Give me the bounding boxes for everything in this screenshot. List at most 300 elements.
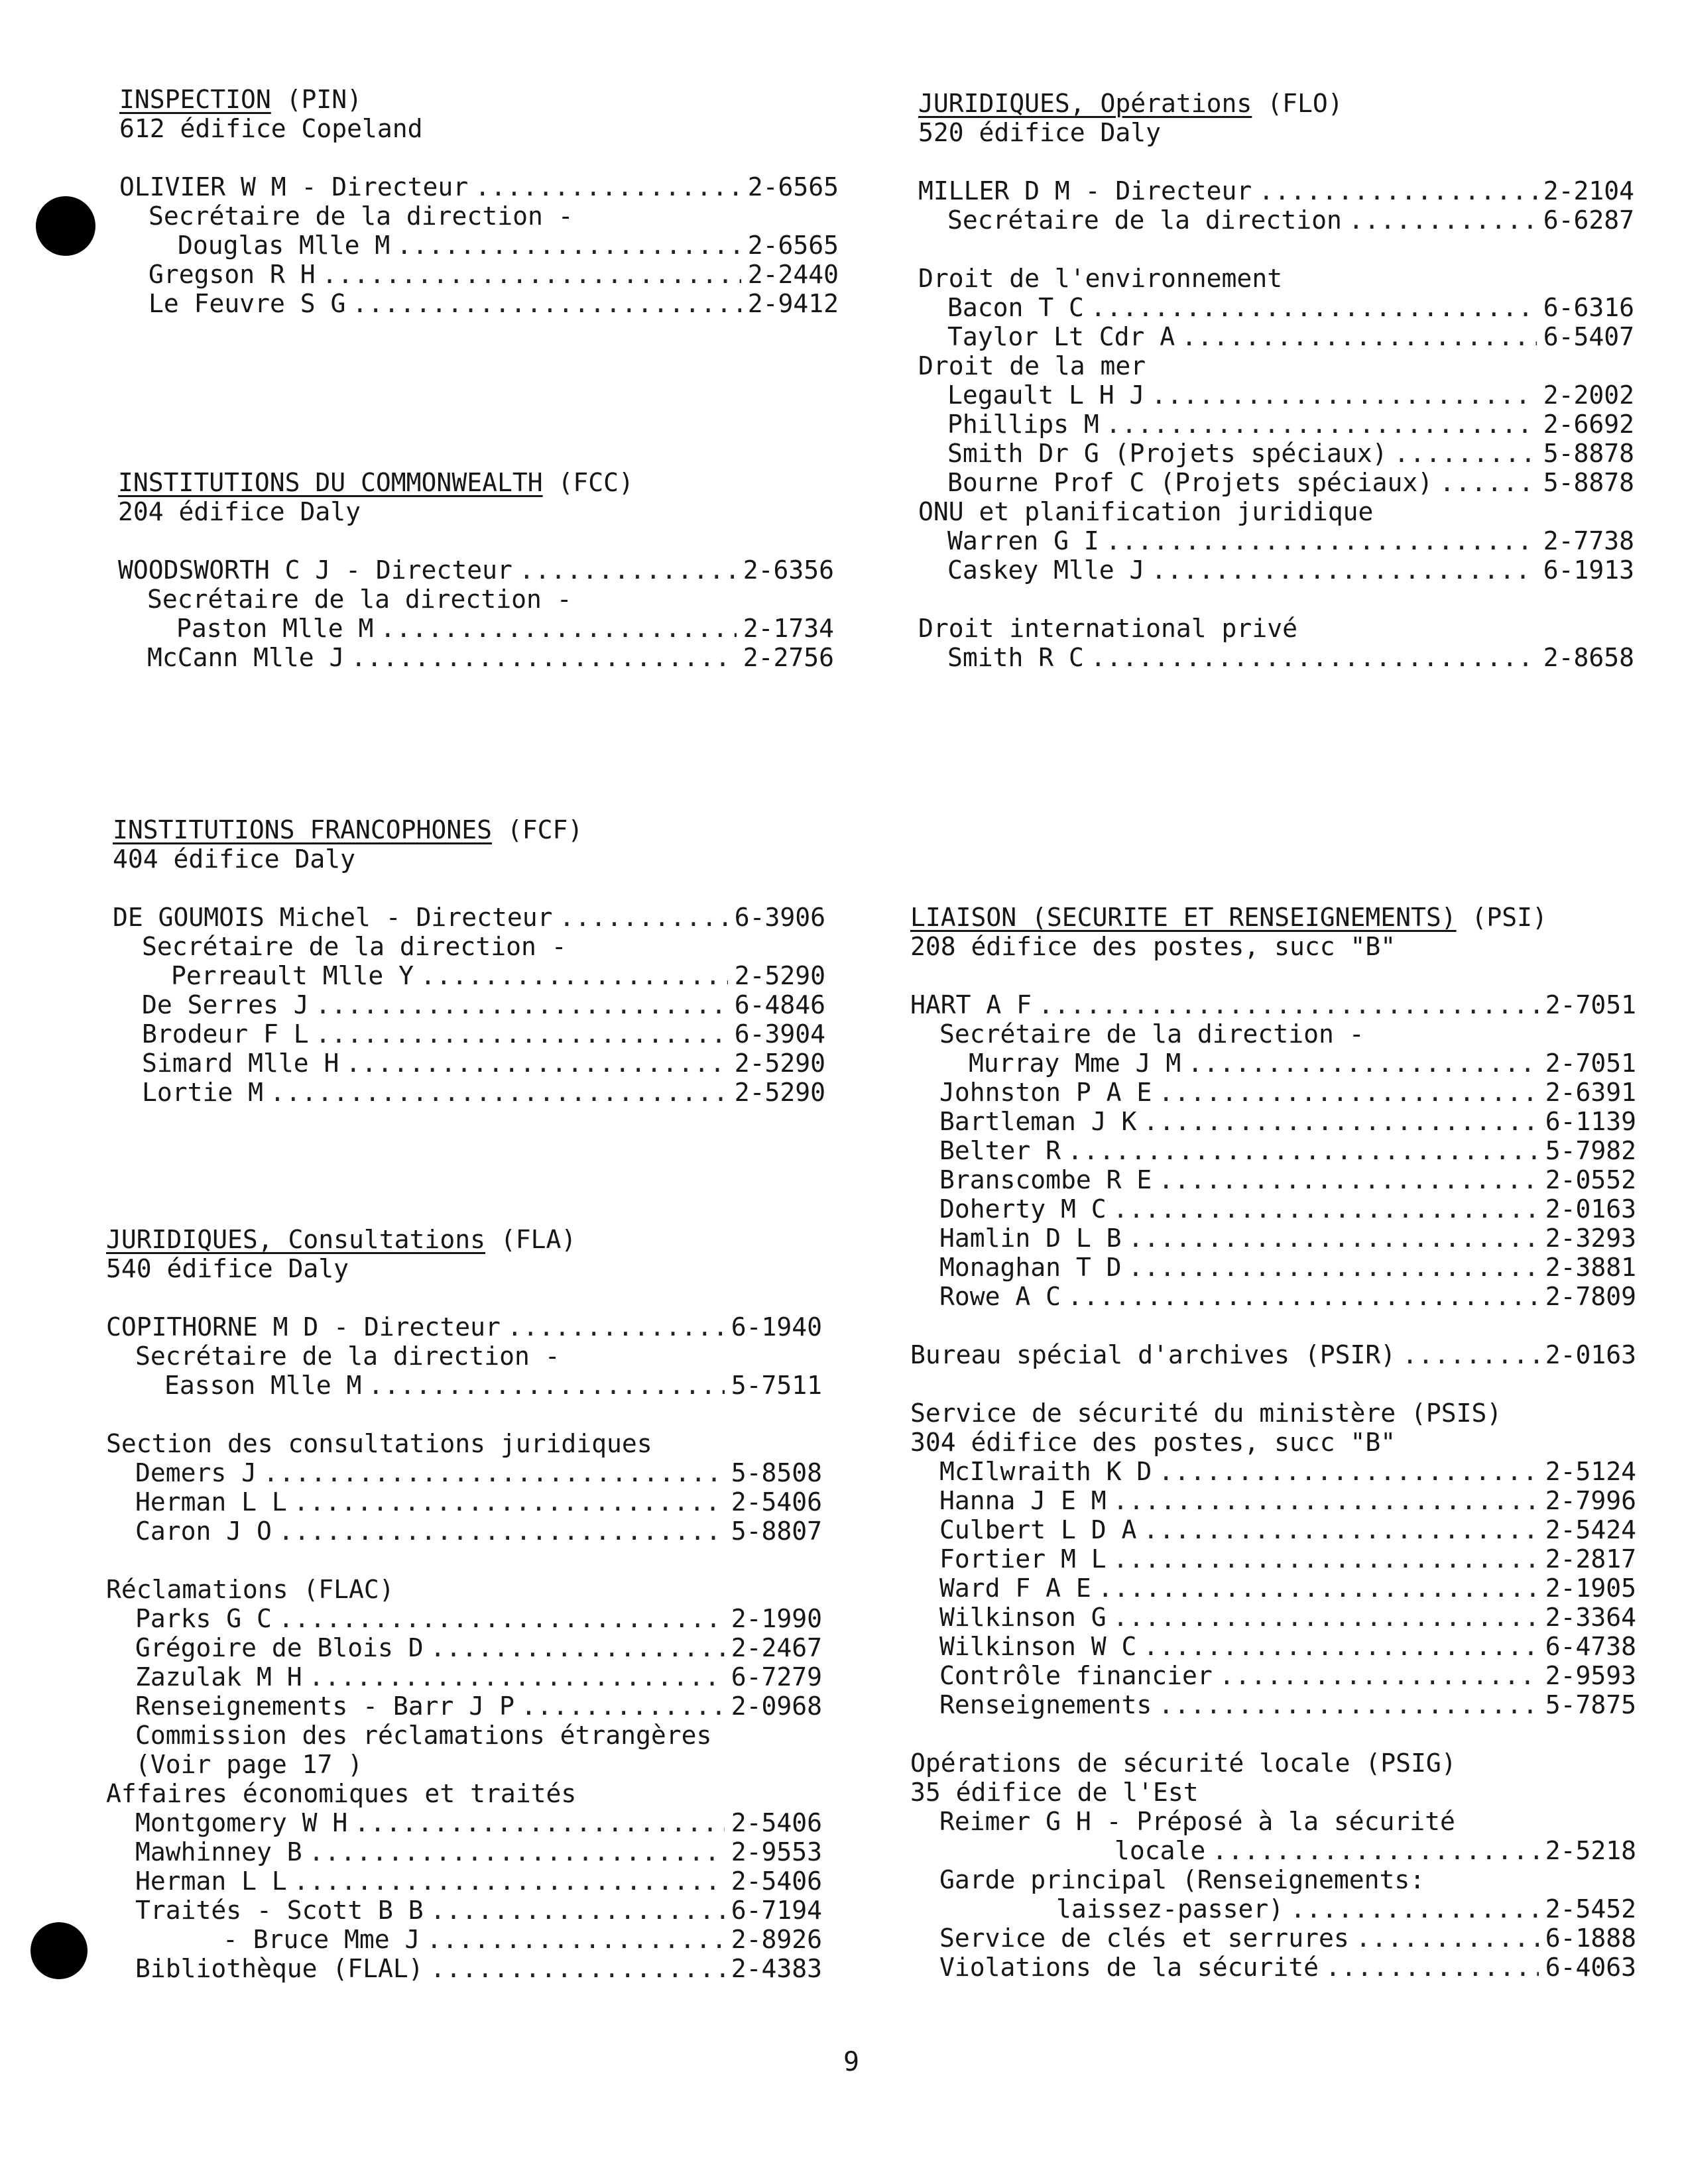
section-title: INSPECTION [119, 85, 271, 114]
punch-hole-mark [36, 196, 95, 256]
spacer [106, 1546, 822, 1575]
directory-entry [910, 1340, 1636, 1369]
directory-entry [910, 1165, 1636, 1194]
directory-entry [918, 643, 1634, 672]
entry-phone: 2-2002 [1543, 380, 1634, 410]
entry-phone: 2-6692 [1543, 410, 1634, 439]
section-fcf [113, 815, 825, 1107]
entry-name: - Bruce Mme J [223, 1925, 420, 1954]
entry-phone: 2-2467 [731, 1633, 822, 1662]
entry-phone: 2-5452 [1545, 1894, 1636, 1924]
dot-leader [1439, 468, 1537, 497]
directory-entry [106, 1662, 822, 1692]
dot-leader [430, 1954, 725, 1983]
dot-leader [1143, 1632, 1538, 1661]
directory-entry [118, 555, 834, 585]
dot-leader [278, 1517, 725, 1546]
entry-name: Caron J O [135, 1517, 272, 1546]
subheading-text: Affaires économiques et traités [106, 1779, 577, 1808]
subheading-text: (Voir page 17 ) [135, 1750, 363, 1779]
subheading-text: Secrétaire de la direction - [142, 932, 567, 961]
dot-leader [1258, 176, 1536, 205]
entry-name: Legault L H J [947, 380, 1145, 410]
dot-leader [263, 1458, 725, 1487]
dot-leader [1402, 1340, 1539, 1369]
dot-leader [1143, 1515, 1538, 1544]
entry-phone: 2-5290 [734, 1078, 825, 1107]
entry-phone: 2-9593 [1545, 1661, 1636, 1690]
directory-entry [910, 1661, 1636, 1690]
entry-name: Doherty M C [939, 1194, 1107, 1224]
directory-entry [119, 231, 839, 260]
entry-name: Mawhinney B [135, 1837, 302, 1867]
entry-phone: 6-6287 [1543, 205, 1634, 235]
entry-phone: 6-6316 [1543, 293, 1634, 322]
entry-name: Grégoire de Blois D [135, 1633, 424, 1662]
directory-entry [918, 410, 1634, 439]
entry-name: Renseignements - Barr J P [135, 1692, 514, 1721]
directory-entry [119, 172, 839, 201]
dot-leader [475, 172, 741, 201]
dot-leader [322, 260, 741, 289]
dot-leader [1038, 990, 1539, 1019]
entry-phone: 2-7996 [1545, 1486, 1636, 1515]
spacer [910, 1311, 1636, 1340]
dot-leader [309, 1837, 725, 1867]
dot-leader [420, 961, 728, 990]
entry-phone: 2-5124 [1545, 1457, 1636, 1486]
section-code: (PSI) [1471, 903, 1547, 932]
entry-phone: 2-2440 [747, 260, 839, 289]
entry-phone: 2-0968 [731, 1692, 822, 1721]
entry-name: Gregson R H [149, 260, 316, 289]
directory-entry [918, 293, 1634, 322]
directory-entry [106, 1458, 822, 1487]
entry-name: Secrétaire de la direction [947, 205, 1342, 235]
spacer [918, 585, 1634, 614]
dot-leader [396, 231, 741, 260]
entry-name: DE GOUMOIS Michel - Directeur [113, 903, 553, 932]
dot-leader [316, 1019, 728, 1049]
directory-entry [113, 1078, 825, 1107]
entry-phone: 2-6356 [743, 555, 834, 585]
directory-entry [106, 1925, 822, 1954]
section-title: JURIDIQUES, Opérations [918, 89, 1252, 118]
entry-phone: 6-4063 [1545, 1953, 1636, 1982]
directory-entry [910, 1515, 1636, 1544]
dot-leader [1113, 1194, 1539, 1224]
directory-entry [910, 1107, 1636, 1136]
subheading-text: Reimer G H - Préposé à la sécurité [939, 1807, 1455, 1836]
directory-entry [910, 1894, 1636, 1924]
directory-entry [106, 1867, 822, 1896]
entry-phone: 6-1139 [1545, 1107, 1636, 1136]
section-code: (FCC) [558, 468, 634, 497]
entry-phone: 2-4383 [731, 1954, 822, 1983]
directory-entry [106, 1312, 822, 1342]
dot-leader [294, 1487, 725, 1517]
directory-entry [106, 1633, 822, 1662]
entry-name: De Serres J [142, 990, 309, 1019]
entry-name: Douglas Mlle M [178, 231, 390, 260]
entry-name: Hamlin D L B [939, 1224, 1122, 1253]
section-code: (FCF) [507, 815, 583, 844]
directory-entry [910, 1078, 1636, 1107]
entry-phone: 5-8878 [1543, 439, 1634, 468]
entry-name: Paston Mlle M [176, 614, 374, 643]
entry-phone: 6-7194 [731, 1896, 822, 1925]
directory-entry [918, 526, 1634, 555]
directory-entry [106, 1604, 822, 1633]
entry-phone: 2-5290 [734, 961, 825, 990]
section-flo [918, 89, 1634, 672]
entry-name: Caskey Mlle J [947, 555, 1145, 585]
entry-phone: 6-1940 [731, 1312, 822, 1342]
dot-leader [430, 1896, 725, 1925]
section-heading [113, 815, 825, 844]
entry-phone: 2-5218 [1545, 1836, 1636, 1865]
entry-phone: 2-5406 [731, 1487, 822, 1517]
entry-phone: 2-5290 [734, 1049, 825, 1078]
directory-entry [106, 1371, 822, 1400]
dot-leader [278, 1604, 725, 1633]
entry-name: Traités - Scott B B [135, 1896, 424, 1925]
entry-name: Branscombe R E [939, 1165, 1152, 1194]
section-title: LIAISON (SECURITE ET RENSEIGNEMENTS) [910, 903, 1457, 932]
directory-entry [918, 176, 1634, 205]
entry-name: Taylor Lt Cdr A [947, 322, 1175, 351]
entry-phone: 2-5406 [731, 1867, 822, 1896]
subheading-text: Service de sécurité du ministère (PSIS) [910, 1399, 1502, 1428]
dot-leader [351, 643, 736, 672]
section-heading [119, 85, 839, 114]
entry-name: Herman L L [135, 1867, 287, 1896]
directory-entry [910, 1224, 1636, 1253]
dot-leader [309, 1662, 725, 1692]
directory-entry [113, 1019, 825, 1049]
directory-entry [119, 289, 839, 318]
entry-phone: 5-8807 [731, 1517, 822, 1546]
dot-leader [1187, 1049, 1538, 1078]
subheading-text: Réclamations (FLAC) [106, 1575, 394, 1604]
entry-name: Bureau spécial d'archives (PSIR) [910, 1340, 1396, 1369]
dot-leader [1158, 1078, 1538, 1107]
dot-leader [294, 1867, 725, 1896]
entry-phone: 5-8508 [731, 1458, 822, 1487]
entry-name: Culbert L D A [939, 1515, 1137, 1544]
directory-entry [910, 1924, 1636, 1953]
directory-entry [910, 1282, 1636, 1311]
dot-leader [1151, 555, 1536, 585]
section-address: 208 édifice des postes, succ "B" [910, 932, 1396, 961]
entry-name: Violations de la sécurité [939, 1953, 1319, 1982]
dot-leader [1151, 380, 1536, 410]
entry-phone: 2-9553 [731, 1837, 822, 1867]
entry-phone: 5-7982 [1545, 1136, 1636, 1165]
entry-name: Warren G I [947, 526, 1099, 555]
dot-leader [430, 1633, 725, 1662]
dot-leader [519, 555, 737, 585]
spacer [106, 1400, 822, 1429]
entry-phone: 2-3364 [1545, 1603, 1636, 1632]
section-address: 540 édifice Daly [106, 1254, 349, 1283]
directory-entry [910, 1253, 1636, 1282]
entry-name: locale [1114, 1836, 1206, 1865]
directory-entry [910, 1457, 1636, 1486]
directory-entry [910, 1194, 1636, 1224]
entry-phone: 2-9412 [747, 289, 839, 318]
directory-entry [910, 1136, 1636, 1165]
dot-leader [1128, 1224, 1539, 1253]
directory-entry [918, 380, 1634, 410]
subheading-text: Secrétaire de la direction - [149, 201, 573, 231]
dot-leader [426, 1925, 724, 1954]
dot-leader [1158, 1690, 1538, 1719]
entry-phone: 5-7511 [731, 1371, 822, 1400]
entry-phone: 5-7875 [1545, 1690, 1636, 1719]
entry-phone: 6-1888 [1545, 1924, 1636, 1953]
section-address: 612 édifice Copeland [119, 114, 423, 143]
directory-entry [113, 961, 825, 990]
entry-name: WOODSWORTH C J - Directeur [118, 555, 512, 585]
dot-leader [1212, 1836, 1538, 1865]
entry-phone: 2-3293 [1545, 1224, 1636, 1253]
entry-name: Phillips M [947, 410, 1099, 439]
subheading-text: 35 édifice de l'Est [910, 1778, 1199, 1807]
entry-phone: 2-1990 [731, 1604, 822, 1633]
dot-leader [559, 903, 727, 932]
dot-leader [507, 1312, 725, 1342]
directory-entry [910, 1690, 1636, 1719]
punch-hole-mark [30, 1922, 88, 1979]
spacer [910, 1719, 1636, 1749]
entry-name: McIlwraith K D [939, 1457, 1152, 1486]
entry-phone: 6-3906 [734, 903, 825, 932]
entry-name: Johnston P A E [939, 1078, 1152, 1107]
entry-phone: 2-8926 [731, 1925, 822, 1954]
directory-entry [910, 1544, 1636, 1574]
dot-leader [1113, 1544, 1539, 1574]
entry-name: Simard Mlle H [142, 1049, 339, 1078]
subheading-text: Section des consultations juridiques [106, 1429, 652, 1458]
dot-leader [1356, 1924, 1539, 1953]
entry-phone: 6-5407 [1543, 322, 1634, 351]
dot-leader [1219, 1661, 1539, 1690]
dot-leader [1067, 1136, 1539, 1165]
dot-leader [1158, 1165, 1538, 1194]
dot-leader [1158, 1457, 1538, 1486]
directory-entry [106, 1808, 822, 1837]
dot-leader [1290, 1894, 1539, 1924]
entry-name: Bartleman J K [939, 1107, 1137, 1136]
entry-name: Zazulak M H [135, 1662, 302, 1692]
section-pin [119, 85, 839, 318]
entry-name: Rowe A C [939, 1282, 1061, 1311]
directory-entry [106, 1487, 822, 1517]
section-fla [106, 1225, 822, 1983]
entry-name: McCann Mlle J [147, 643, 345, 672]
entry-phone: 2-7809 [1545, 1282, 1636, 1311]
entry-name: Belter R [939, 1136, 1061, 1165]
entry-phone: 2-2817 [1545, 1544, 1636, 1574]
directory-entry [910, 1574, 1636, 1603]
directory-entry [113, 990, 825, 1019]
directory-entry [106, 1954, 822, 1983]
dot-leader [1091, 293, 1537, 322]
entry-name: Service de clés et serrures [939, 1924, 1349, 1953]
entry-phone: 2-0163 [1545, 1194, 1636, 1224]
directory-entry [113, 1049, 825, 1078]
directory-entry [910, 1049, 1636, 1078]
entry-phone: 2-2756 [743, 643, 834, 672]
entry-phone: 2-1734 [743, 614, 834, 643]
entry-name: Lortie M [142, 1078, 264, 1107]
directory-entry [918, 439, 1634, 468]
dot-leader [368, 1371, 724, 1400]
entry-phone: 6-4738 [1545, 1632, 1636, 1661]
page-number: 9 [843, 2047, 860, 2077]
dot-leader [1113, 1603, 1539, 1632]
entry-phone: 2-5424 [1545, 1515, 1636, 1544]
directory-entry [106, 1692, 822, 1721]
dot-leader [1106, 526, 1537, 555]
entry-phone: 2-3881 [1545, 1253, 1636, 1282]
entry-phone: 6-3904 [734, 1019, 825, 1049]
subheading-text: Droit international privé [918, 614, 1297, 643]
entry-name: Contrôle financier [939, 1661, 1213, 1690]
subheading-text: 304 édifice des postes, succ "B" [910, 1428, 1396, 1457]
section-title: INSTITUTIONS DU COMMONWEALTH [118, 468, 543, 497]
subheading-text: Secrétaire de la direction - [135, 1342, 560, 1371]
directory-entry [118, 643, 834, 672]
entry-name: Le Feuvre S G [149, 289, 346, 318]
subheading-text: Opérations de sécurité locale (PSIG) [910, 1749, 1457, 1778]
dot-leader [1143, 1107, 1538, 1136]
dot-leader [1128, 1253, 1539, 1282]
dot-leader [270, 1078, 728, 1107]
entry-phone: 2-0163 [1545, 1340, 1636, 1369]
entry-phone: 6-4846 [734, 990, 825, 1019]
section-address: 520 édifice Daly [918, 118, 1162, 147]
entry-name: Montgomery W H [135, 1808, 348, 1837]
entry-phone: 6-1913 [1543, 555, 1634, 585]
directory-entry [910, 1486, 1636, 1515]
directory-entry [910, 1603, 1636, 1632]
entry-phone: 2-7738 [1543, 526, 1634, 555]
directory-entry [119, 260, 839, 289]
dot-leader [316, 990, 728, 1019]
directory-entry [918, 468, 1634, 497]
entry-name: OLIVIER W M - Directeur [119, 172, 469, 201]
directory-entry [106, 1896, 822, 1925]
entry-name: laissez-passer) [1056, 1894, 1284, 1924]
section-heading [106, 1225, 822, 1254]
entry-phone: 2-7051 [1545, 990, 1636, 1019]
entry-name: Bacon T C [947, 293, 1084, 322]
entry-name: Parks G C [135, 1604, 272, 1633]
entry-name: HART A F [910, 990, 1032, 1019]
entry-name: Perreault Mlle Y [171, 961, 414, 990]
spacer [910, 1369, 1636, 1399]
dot-leader [1067, 1282, 1539, 1311]
section-heading [118, 468, 834, 497]
entry-phone: 2-2104 [1543, 176, 1634, 205]
entry-name: Easson Mlle M [164, 1371, 362, 1400]
subheading-text: Droit de l'environnement [918, 264, 1283, 293]
entry-name: Hanna J E M [939, 1486, 1107, 1515]
entry-name: Herman L L [135, 1487, 287, 1517]
entry-name: Murray Mme J M [969, 1049, 1181, 1078]
directory-entry [910, 1836, 1636, 1865]
entry-name: Smith Dr G (Projets spéciaux) [947, 439, 1388, 468]
directory-entry [910, 1632, 1636, 1661]
dot-leader [1106, 410, 1537, 439]
entry-phone: 2-6565 [747, 172, 839, 201]
directory-entry [106, 1517, 822, 1546]
subheading-text: Garde principal (Renseignements: [939, 1865, 1425, 1894]
dot-leader [354, 1808, 724, 1837]
directory-entry [113, 903, 825, 932]
entry-phone: 2-0552 [1545, 1165, 1636, 1194]
dot-leader [345, 1049, 727, 1078]
dot-leader [1325, 1953, 1539, 1982]
section-fcc [118, 468, 834, 672]
section-psi [910, 903, 1636, 1982]
subheading-text: Secrétaire de la direction - [147, 585, 572, 614]
entry-name: COPITHORNE M D - Directeur [106, 1312, 501, 1342]
dot-leader [1181, 322, 1537, 351]
section-title: JURIDIQUES, Consultations [106, 1225, 485, 1254]
section-code: (PIN) [286, 85, 363, 114]
entry-phone: 2-6565 [747, 231, 839, 260]
entry-name: Bibliothèque (FLAL) [135, 1954, 424, 1983]
entry-name: Ward F A E [939, 1574, 1091, 1603]
directory-entry [910, 1953, 1636, 1982]
entry-name: Wilkinson W C [939, 1632, 1137, 1661]
dot-leader [1349, 205, 1537, 235]
subheading-text: Secrétaire de la direction - [939, 1019, 1364, 1049]
dot-leader [1113, 1486, 1539, 1515]
section-title: INSTITUTIONS FRANCOPHONES [113, 815, 492, 844]
entry-name: Fortier M L [939, 1544, 1107, 1574]
dot-leader [1098, 1574, 1539, 1603]
section-code: (FLA) [500, 1225, 577, 1254]
directory-entry [118, 614, 834, 643]
subheading-text: Commission des réclamations étrangères [135, 1721, 712, 1750]
entry-phone: 2-8658 [1543, 643, 1634, 672]
section-code: (FLO) [1267, 89, 1343, 118]
entry-name: Wilkinson G [939, 1603, 1107, 1632]
entry-name: Bourne Prof C (Projets spéciaux) [947, 468, 1433, 497]
entry-phone: 2-7051 [1545, 1049, 1636, 1078]
directory-entry [918, 205, 1634, 235]
entry-name: Renseignements [939, 1690, 1152, 1719]
dot-leader [380, 614, 736, 643]
directory-entry [910, 990, 1636, 1019]
section-heading [918, 89, 1634, 118]
subheading-text: ONU et planification juridique [918, 497, 1374, 526]
entry-name: Demers J [135, 1458, 257, 1487]
entry-name: Brodeur F L [142, 1019, 309, 1049]
section-heading [910, 903, 1636, 932]
directory-entry [918, 322, 1634, 351]
section-address: 204 édifice Daly [118, 497, 361, 526]
dot-leader [521, 1692, 725, 1721]
dot-leader [1394, 439, 1536, 468]
entry-phone: 2-1905 [1545, 1574, 1636, 1603]
spacer [918, 235, 1634, 264]
directory-entry [106, 1837, 822, 1867]
